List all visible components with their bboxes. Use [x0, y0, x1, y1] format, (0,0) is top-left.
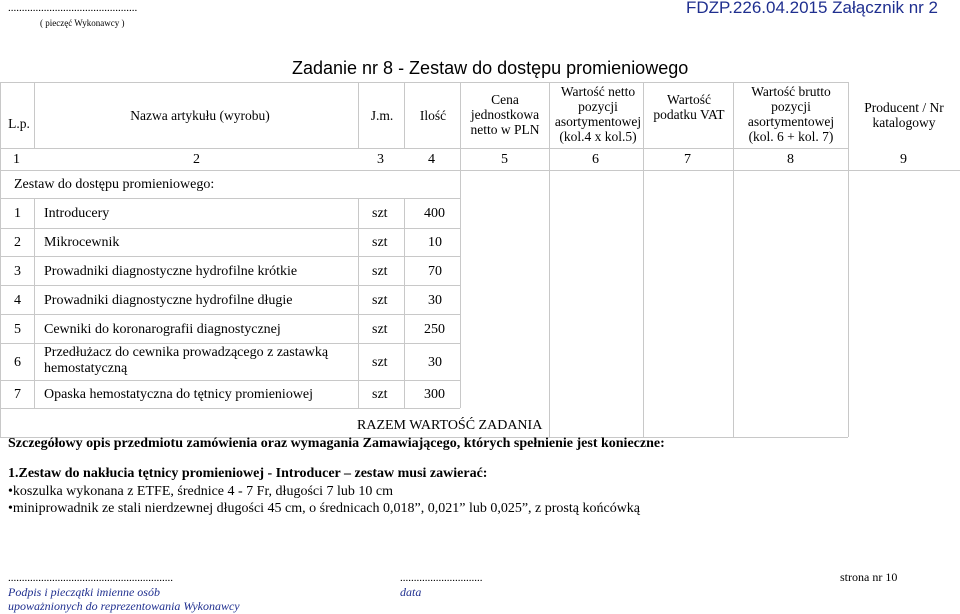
row-lp: 7 — [14, 387, 21, 402]
row-lp: 5 — [14, 322, 21, 337]
col-header-unit-price: Cena jednostkowa netto w PLN — [470, 92, 540, 137]
row-name: Cewniki do koronarografii diagnostycznej — [44, 322, 281, 337]
col-number: 3 — [377, 152, 384, 167]
col-header-lp: L.p. — [8, 116, 30, 131]
date-label: data — [400, 585, 422, 599]
col-number: 8 — [787, 152, 794, 167]
row-qty: 300 — [424, 387, 445, 402]
row-qty: 400 — [424, 206, 445, 221]
date-dots: .............................. — [400, 572, 483, 584]
col-header-net-value: Wartość netto pozycji asortymentowej (kol.4 x kol.5) — [554, 84, 642, 144]
row-lp: 3 — [14, 264, 21, 279]
row-unit: szt — [372, 387, 388, 402]
col-header-gross-value: Wartość brutto pozycji asortymentowej (kol. 6 + kol. 7) — [747, 84, 835, 144]
col-number: 4 — [428, 152, 435, 167]
description-item: 1.Zestaw do nakłucia tętnicy promieniowej - Introducer – zestaw musi zawierać: — [8, 466, 488, 481]
col-number: 6 — [592, 152, 599, 167]
row-name: Prowadniki diagnostyczne hydrofilne krótkie — [44, 264, 298, 279]
col-number: 1 — [13, 152, 20, 167]
row-unit: szt — [372, 355, 388, 370]
row-unit: szt — [372, 293, 388, 308]
row-name: Opaska hemostatyczna do tętnicy promieniowej — [44, 387, 314, 402]
col-number: 2 — [193, 152, 200, 167]
bullet-text: koszulka wykonana z ETFE, średnice 4 - 7 Fr, długości 7 lub 10 cm — [12, 484, 393, 499]
row-qty: 30 — [428, 293, 442, 308]
row-unit: szt — [372, 322, 388, 337]
col-number: 9 — [900, 152, 907, 167]
stamp-dots: ............................................... — [8, 2, 138, 14]
page-title: Zadanie nr 8 - Zestaw do dostępu promieniowego — [292, 58, 689, 78]
row-qty: 250 — [424, 322, 445, 337]
row-unit: szt — [372, 206, 388, 221]
col-header-qty: Ilość — [419, 108, 447, 123]
row-name: Przedłużacz do cewnika prowadzącego z zastawką hemostatyczną — [44, 345, 329, 376]
section-label: Zestaw do dostępu promieniowego: — [14, 177, 215, 192]
stamp-label: ( pieczęć Wykonawcy ) — [40, 18, 125, 28]
signature-label-1: Podpis i pieczątki imienne osób — [8, 585, 160, 599]
description-heading: Szczegółowy opis przedmiotu zamówienia oraz wymagania Zamawiającego, których spełnienie jest konieczne: — [8, 436, 665, 451]
col-header-unit: J.m. — [370, 108, 394, 123]
document-reference: FDZP.226.04.2015 Załącznik nr 2 — [686, 0, 938, 17]
total-label: RAZEM WARTOŚĆ ZADANIA — [357, 418, 543, 433]
row-qty: 70 — [428, 264, 442, 279]
row-qty: 30 — [428, 355, 442, 370]
row-qty: 10 — [428, 235, 442, 250]
page-number: strona nr 10 — [840, 570, 898, 584]
row-name: Mikrocewnik — [44, 235, 120, 250]
col-header-name: Nazwa artykułu (wyrobu) — [130, 108, 270, 123]
row-lp: 1 — [14, 206, 21, 221]
col-number: 7 — [684, 152, 691, 167]
signature-label-2: upoważnionych do reprezentowania Wykonawcy — [8, 599, 240, 613]
row-lp: 6 — [14, 355, 21, 370]
row-lp: 4 — [14, 293, 21, 308]
row-lp: 2 — [14, 235, 21, 250]
bullet-text: miniprowadnik ze stali nierdzewnej długości 45 cm, o średnicach 0,018”, 0,021” lub 0,025”, z prostą końcówką — [12, 501, 641, 516]
row-unit: szt — [372, 235, 388, 250]
row-name: Prowadniki diagnostyczne hydrofilne długie — [44, 293, 293, 308]
col-header-vat: Wartość podatku VAT — [653, 92, 725, 122]
signature-dots: ............................................................ — [8, 572, 173, 584]
col-header-producer: Producent / Nr katalogowy — [864, 100, 944, 130]
description-bullet: •miniprowadnik ze stali nierdzewnej długości 45 cm, o średnicach 0,018”, 0,021” lub 0,025”, z prostą końcówką — [8, 501, 641, 516]
col-number: 5 — [501, 152, 508, 167]
description-bullet: •koszulka wykonana z ETFE, średnice 4 - 7 Fr, długości 7 lub 10 cm — [8, 484, 393, 499]
row-unit: szt — [372, 264, 388, 279]
row-name: Introducery — [44, 206, 110, 221]
